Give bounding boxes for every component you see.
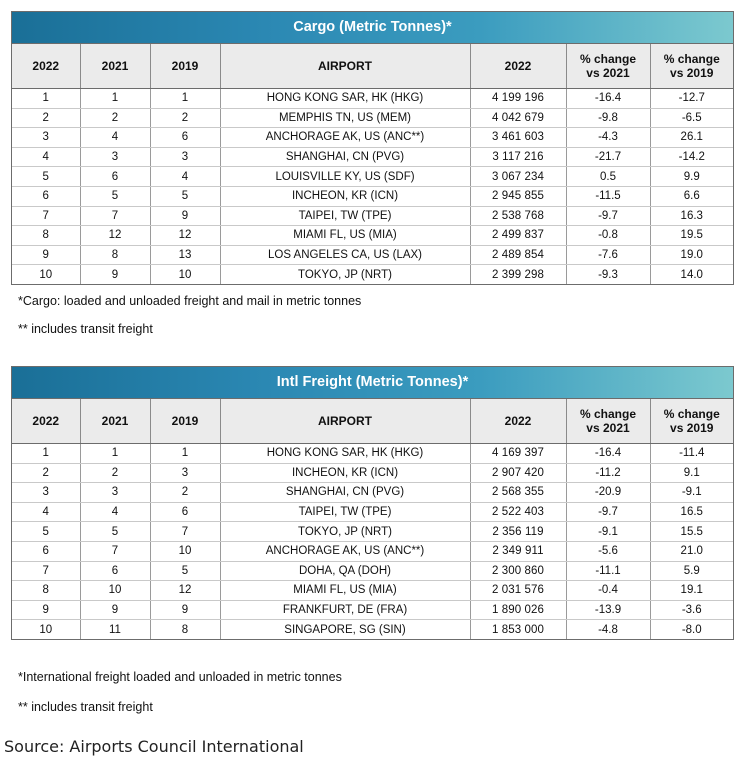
cell-rank-2022: 3 <box>12 483 80 503</box>
cell-change-vs-2019: 19.1 <box>650 581 733 601</box>
cell-change-vs-2021: -11.5 <box>566 186 650 206</box>
cell-change-vs-2021: -9.7 <box>566 502 650 522</box>
intl-freight-table-title: Intl Freight (Metric Tonnes)* <box>12 367 733 399</box>
cell-airport: DOHA, QA (DOH) <box>220 561 470 581</box>
cell-airport: TOKYO, JP (NRT) <box>220 522 470 542</box>
column-header-rank-2022: 2022 <box>12 44 80 89</box>
cell-change-vs-2019: -3.6 <box>650 600 733 620</box>
table-row <box>12 600 733 620</box>
cell-rank-2019: 4 <box>150 167 220 187</box>
cell-rank-2022: 8 <box>12 581 80 601</box>
cargo-table-body <box>12 89 733 284</box>
cell-rank-2021: 5 <box>80 186 150 206</box>
table-row <box>12 167 733 187</box>
cell-tonnes-2022: 3 461 603 <box>470 128 566 148</box>
cell-change-vs-2021: -0.8 <box>566 226 650 246</box>
column-header-rank-2019: 2019 <box>150 44 220 89</box>
cell-change-vs-2019: 9.1 <box>650 463 733 483</box>
cell-change-vs-2019: 9.9 <box>650 167 733 187</box>
cell-rank-2019: 3 <box>150 147 220 167</box>
cell-airport: HONG KONG SAR, HK (HKG) <box>220 89 470 109</box>
table-row <box>12 463 733 483</box>
cell-rank-2021: 7 <box>80 206 150 226</box>
column-header-change-vs-2019: % change vs 2019 <box>650 44 733 89</box>
cell-change-vs-2019: 6.6 <box>650 186 733 206</box>
cell-rank-2019: 13 <box>150 245 220 265</box>
table-row <box>12 541 733 561</box>
cell-rank-2022: 9 <box>12 245 80 265</box>
cell-rank-2019: 6 <box>150 502 220 522</box>
cell-change-vs-2019: 19.5 <box>650 226 733 246</box>
column-header-airport: AIRPORT <box>220 44 470 89</box>
cargo-header-row <box>12 44 733 89</box>
cell-change-vs-2021: -9.1 <box>566 522 650 542</box>
intl-transit-footnote: ** includes transit freight <box>18 700 153 714</box>
column-header-rank-2021: 2021 <box>80 44 150 89</box>
cell-change-vs-2019: 26.1 <box>650 128 733 148</box>
cell-change-vs-2019: -9.1 <box>650 483 733 503</box>
cell-tonnes-2022: 1 853 000 <box>470 620 566 639</box>
cell-rank-2019: 6 <box>150 128 220 148</box>
cell-tonnes-2022: 3 117 216 <box>470 147 566 167</box>
cargo-transit-footnote: ** includes transit freight <box>18 322 153 336</box>
table-row <box>12 444 733 464</box>
cell-change-vs-2019: 16.3 <box>650 206 733 226</box>
cell-change-vs-2019: -12.7 <box>650 89 733 109</box>
column-header-tonnes-2022: 2022 <box>470 399 566 444</box>
cell-change-vs-2021: -20.9 <box>566 483 650 503</box>
cell-tonnes-2022: 2 300 860 <box>470 561 566 581</box>
table-row <box>12 561 733 581</box>
cell-airport: MEMPHIS TN, US (MEM) <box>220 108 470 128</box>
cell-rank-2019: 9 <box>150 206 220 226</box>
cell-airport: TOKYO, JP (NRT) <box>220 265 470 284</box>
cell-rank-2021: 6 <box>80 167 150 187</box>
cell-tonnes-2022: 2 356 119 <box>470 522 566 542</box>
cell-rank-2022: 7 <box>12 561 80 581</box>
cell-airport: HONG KONG SAR, HK (HKG) <box>220 444 470 464</box>
cell-change-vs-2021: 0.5 <box>566 167 650 187</box>
cell-tonnes-2022: 2 489 854 <box>470 245 566 265</box>
table-row <box>12 128 733 148</box>
cell-rank-2022: 10 <box>12 620 80 639</box>
cell-change-vs-2021: -9.8 <box>566 108 650 128</box>
cell-rank-2022: 2 <box>12 108 80 128</box>
cell-change-vs-2021: -11.2 <box>566 463 650 483</box>
table-row <box>12 265 733 284</box>
column-header-change-vs-2021: % change vs 2021 <box>566 44 650 89</box>
cell-change-vs-2021: -16.4 <box>566 444 650 464</box>
intl-header-row <box>12 399 733 444</box>
cell-rank-2019: 2 <box>150 483 220 503</box>
cell-airport: ANCHORAGE AK, US (ANC**) <box>220 541 470 561</box>
cell-rank-2021: 8 <box>80 245 150 265</box>
cell-airport: FRANKFURT, DE (FRA) <box>220 600 470 620</box>
cell-airport: INCHEON, KR (ICN) <box>220 186 470 206</box>
cargo-table-grid <box>12 44 733 284</box>
cell-change-vs-2021: -9.7 <box>566 206 650 226</box>
cell-rank-2021: 11 <box>80 620 150 639</box>
intl-footnote: *International freight loaded and unloaded in metric tonnes <box>18 670 342 684</box>
cell-rank-2021: 9 <box>80 600 150 620</box>
cell-change-vs-2019: 5.9 <box>650 561 733 581</box>
cell-rank-2021: 4 <box>80 502 150 522</box>
cell-change-vs-2019: 19.0 <box>650 245 733 265</box>
cell-rank-2019: 2 <box>150 108 220 128</box>
cell-tonnes-2022: 1 890 026 <box>470 600 566 620</box>
cell-change-vs-2019: 16.5 <box>650 502 733 522</box>
cell-airport: SINGAPORE, SG (SIN) <box>220 620 470 639</box>
cell-airport: LOS ANGELES CA, US (LAX) <box>220 245 470 265</box>
table-row <box>12 522 733 542</box>
cell-airport: SHANGHAI, CN (PVG) <box>220 147 470 167</box>
cell-change-vs-2021: -7.6 <box>566 245 650 265</box>
cell-rank-2019: 10 <box>150 265 220 284</box>
cell-tonnes-2022: 3 067 234 <box>470 167 566 187</box>
cell-airport: TAIPEI, TW (TPE) <box>220 502 470 522</box>
cell-change-vs-2019: -11.4 <box>650 444 733 464</box>
cell-rank-2019: 5 <box>150 186 220 206</box>
cell-rank-2022: 3 <box>12 128 80 148</box>
table-row <box>12 186 733 206</box>
cell-rank-2021: 2 <box>80 463 150 483</box>
cell-rank-2022: 4 <box>12 502 80 522</box>
cell-rank-2019: 1 <box>150 89 220 109</box>
column-header-airport: AIRPORT <box>220 399 470 444</box>
source-credit: Source: Airports Council International <box>4 737 304 756</box>
cell-tonnes-2022: 2 031 576 <box>470 581 566 601</box>
cell-change-vs-2021: -4.8 <box>566 620 650 639</box>
cell-change-vs-2021: -11.1 <box>566 561 650 581</box>
cell-rank-2021: 2 <box>80 108 150 128</box>
cell-rank-2022: 7 <box>12 206 80 226</box>
cell-tonnes-2022: 2 945 855 <box>470 186 566 206</box>
cell-change-vs-2019: 21.0 <box>650 541 733 561</box>
table-row <box>12 226 733 246</box>
intl-freight-table-body <box>12 444 733 639</box>
cell-rank-2021: 3 <box>80 483 150 503</box>
table-row <box>12 147 733 167</box>
cell-change-vs-2021: -13.9 <box>566 600 650 620</box>
cell-airport: ANCHORAGE AK, US (ANC**) <box>220 128 470 148</box>
cell-rank-2021: 1 <box>80 444 150 464</box>
table-row <box>12 108 733 128</box>
cell-rank-2021: 7 <box>80 541 150 561</box>
cell-tonnes-2022: 2 499 837 <box>470 226 566 246</box>
cell-rank-2021: 4 <box>80 128 150 148</box>
column-header-change-vs-2019: % change vs 2019 <box>650 399 733 444</box>
cell-rank-2022: 8 <box>12 226 80 246</box>
cell-tonnes-2022: 2 907 420 <box>470 463 566 483</box>
cell-rank-2022: 1 <box>12 89 80 109</box>
cell-change-vs-2021: -4.3 <box>566 128 650 148</box>
cell-rank-2022: 6 <box>12 541 80 561</box>
cell-rank-2021: 9 <box>80 265 150 284</box>
cell-airport: INCHEON, KR (ICN) <box>220 463 470 483</box>
cell-airport: MIAMI FL, US (MIA) <box>220 581 470 601</box>
cell-rank-2021: 6 <box>80 561 150 581</box>
cargo-table <box>11 11 734 285</box>
column-header-rank-2022: 2022 <box>12 399 80 444</box>
cell-change-vs-2021: -16.4 <box>566 89 650 109</box>
cell-rank-2021: 1 <box>80 89 150 109</box>
table-row <box>12 206 733 226</box>
cell-rank-2022: 5 <box>12 167 80 187</box>
cell-tonnes-2022: 4 042 679 <box>470 108 566 128</box>
cell-rank-2022: 6 <box>12 186 80 206</box>
column-header-tonnes-2022: 2022 <box>470 44 566 89</box>
cell-tonnes-2022: 2 538 768 <box>470 206 566 226</box>
cell-rank-2022: 5 <box>12 522 80 542</box>
cell-rank-2019: 12 <box>150 226 220 246</box>
cell-rank-2019: 12 <box>150 581 220 601</box>
intl-freight-table-grid <box>12 399 733 639</box>
cell-rank-2022: 2 <box>12 463 80 483</box>
cell-rank-2021: 12 <box>80 226 150 246</box>
cell-change-vs-2019: -6.5 <box>650 108 733 128</box>
cell-tonnes-2022: 2 522 403 <box>470 502 566 522</box>
table-row <box>12 581 733 601</box>
cell-change-vs-2021: -9.3 <box>566 265 650 284</box>
cell-change-vs-2019: 14.0 <box>680 268 703 281</box>
cell-airport: LOUISVILLE KY, US (SDF) <box>220 167 470 187</box>
cell-airport: TAIPEI, TW (TPE) <box>220 206 470 226</box>
cell-tonnes-2022: 2 568 355 <box>470 483 566 503</box>
cell-change-vs-2019: -8.0 <box>681 623 702 636</box>
cargo-table-title: Cargo (Metric Tonnes)* <box>12 12 733 44</box>
cell-rank-2019: 7 <box>150 522 220 542</box>
table-row <box>12 89 733 109</box>
cell-tonnes-2022: 2 399 298 <box>470 265 566 284</box>
cell-rank-2021: 3 <box>80 147 150 167</box>
cell-rank-2021: 5 <box>80 522 150 542</box>
cell-rank-2021: 10 <box>80 581 150 601</box>
cell-airport: SHANGHAI, CN (PVG) <box>220 483 470 503</box>
table-row <box>12 620 733 639</box>
cell-rank-2022: 4 <box>12 147 80 167</box>
cell-tonnes-2022: 2 349 911 <box>470 541 566 561</box>
column-header-change-vs-2021: % change vs 2021 <box>566 399 650 444</box>
cell-change-vs-2019: -14.2 <box>650 147 733 167</box>
cell-rank-2022: 10 <box>12 265 80 284</box>
cell-rank-2019: 1 <box>150 444 220 464</box>
cell-airport: MIAMI FL, US (MIA) <box>220 226 470 246</box>
table-row <box>12 483 733 503</box>
cell-rank-2019: 10 <box>150 541 220 561</box>
intl-freight-table <box>11 366 734 640</box>
cell-change-vs-2021: -21.7 <box>566 147 650 167</box>
cell-tonnes-2022: 4 169 397 <box>470 444 566 464</box>
column-header-rank-2019: 2019 <box>150 399 220 444</box>
table-row <box>12 502 733 522</box>
cell-change-vs-2021: -5.6 <box>566 541 650 561</box>
cell-rank-2022: 1 <box>12 444 80 464</box>
cargo-footnote: *Cargo: loaded and unloaded freight and mail in metric tonnes <box>18 294 362 308</box>
cell-rank-2019: 9 <box>150 600 220 620</box>
cell-change-vs-2021: -0.4 <box>566 581 650 601</box>
cell-rank-2022: 9 <box>12 600 80 620</box>
table-row <box>12 245 733 265</box>
column-header-rank-2021: 2021 <box>80 399 150 444</box>
cell-rank-2019: 8 <box>150 620 220 639</box>
cell-rank-2019: 5 <box>150 561 220 581</box>
cell-change-vs-2019: 15.5 <box>650 522 733 542</box>
cell-rank-2019: 3 <box>150 463 220 483</box>
cell-tonnes-2022: 4 199 196 <box>470 89 566 109</box>
